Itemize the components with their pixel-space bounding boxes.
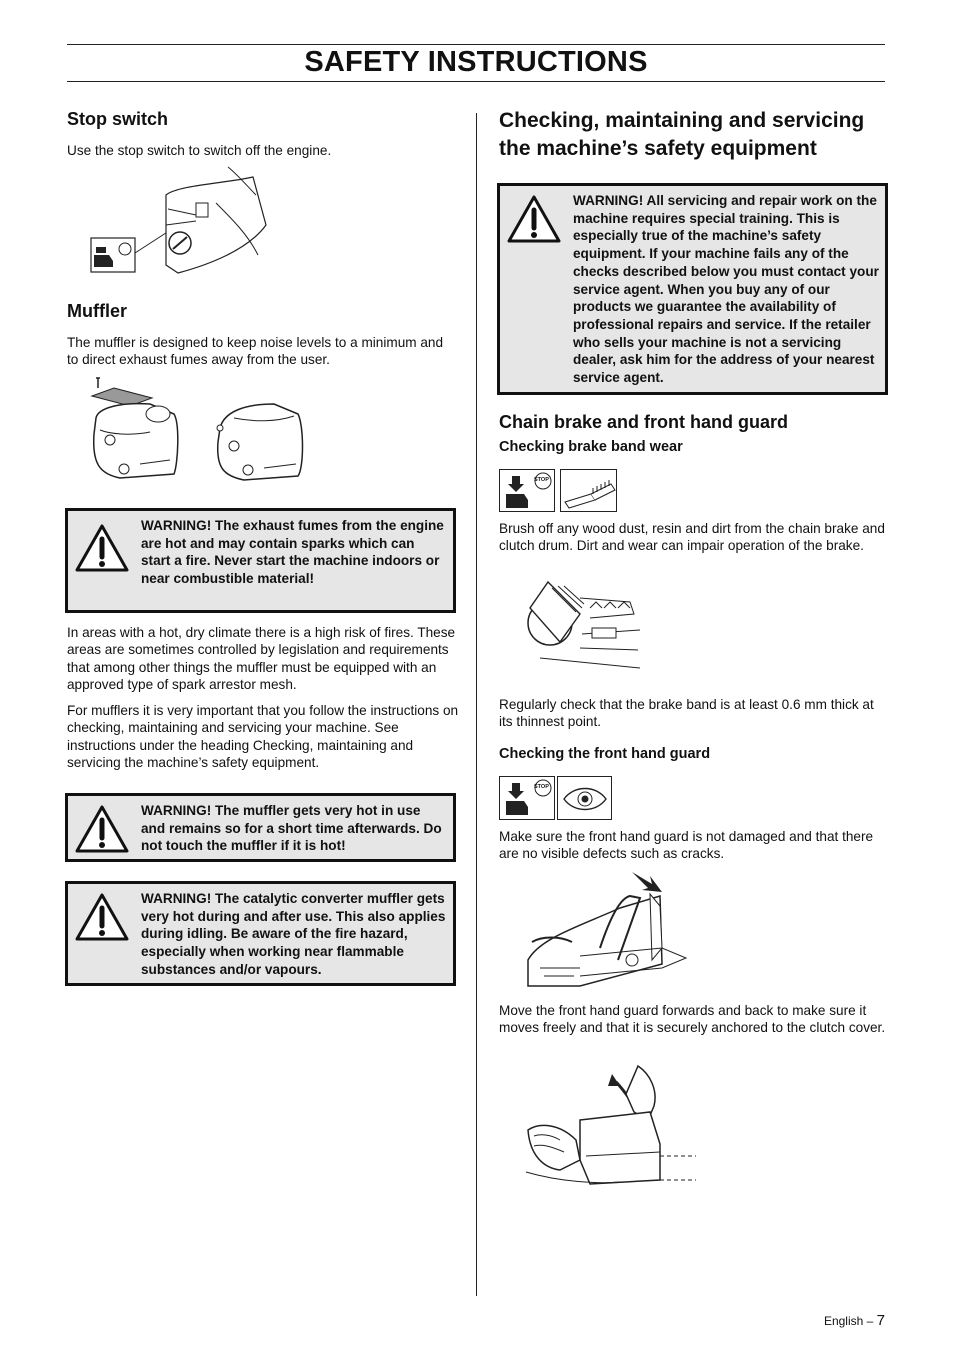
warning-exhaust-text: WARNING! The exhaust fumes from the engine are hot and may contain sparks which can start a fire. Never start the machine indoors or near combustible material!	[141, 518, 444, 587]
warning-servicing-text: WARNING! All servicing and repair work on the machine requires special training. This is especially true of the machine’s safety equipment. If your machine fails any of the checks described below you must contact your service agent. When you buy any of our products we guarantee the availability of professional repairs and service. If the retailer who sells your machine is not a servicing dealer, ask him for the address of your nearest service agent.	[573, 193, 879, 386]
brake-band-thickness-text: Regularly check that the brake band is at least 0.6 mm thick at its thinnest point.	[499, 697, 874, 730]
chain-brake-heading: Chain brake and front hand guard	[499, 412, 789, 432]
brush-symbol	[560, 469, 617, 512]
warning-triangle-icon	[74, 523, 130, 573]
stop-engine-symbol	[499, 469, 555, 512]
muffler-with-arrestor-illustration	[90, 374, 190, 480]
eye-icon	[558, 777, 613, 821]
warning-triangle-icon	[74, 892, 130, 942]
warning-servicing	[497, 183, 888, 395]
warning-muffler-hot-text: WARNING! The muffler gets very hot in use and remains so for a short time afterwards. Do not touch the muffler if it is hot!	[141, 803, 442, 854]
brake-band-illustration	[520, 578, 645, 680]
warning-exhaust-fumes	[65, 508, 456, 613]
warning-triangle-icon	[506, 194, 562, 244]
footer-language: English	[823, 1314, 864, 1328]
muffler-instructions-paragraph: For mufflers it is very important that you follow the instructions on checking, maintaining and servicing your machine. See instructions under the heading Checking, maintaining and servicing the machine’s safety equipment.	[67, 703, 459, 771]
page-title: SAFETY INSTRUCTIONS	[304, 46, 648, 78]
muffler-heading: Muffler	[67, 301, 127, 321]
stop-switch-illustration	[88, 165, 273, 277]
column-divider	[476, 113, 477, 1296]
footer-dash: –	[863, 1314, 877, 1328]
header-top-rule	[67, 44, 885, 45]
hand-guard-illustration	[520, 868, 690, 993]
hand-moving-guard-illustration	[520, 1060, 700, 1190]
muffler-text: The muffler is designed to keep noise levels to a minimum and to direct exhaust fumes away from the user.	[67, 335, 444, 368]
fire-risk-paragraph: In areas with a hot, dry climate there is a high risk of fires. These areas are sometimes controlled by legislation and requirements that among other things the muffler must be equipped with an approved type of spark arrestor mesh.	[67, 625, 456, 693]
safety-equipment-heading: Checking, maintaining and servicing the machine’s safety equipment	[499, 109, 865, 160]
muffler-catalytic-illustration	[214, 398, 309, 483]
stop-engine-symbol-2	[499, 776, 555, 820]
warning-catalytic-text: WARNING! The catalytic converter muffler gets very hot during and after use. This also applies during idling. Be aware of the fire hazard, especially when working near flammable substances and/or vapours.	[141, 891, 446, 977]
stop-label: STOP	[534, 784, 549, 790]
brush-off-text: Brush off any wood dust, resin and dirt from the chain brake and clutch drum. Dirt and wear can impair operation of the brake.	[499, 521, 885, 554]
front-hand-guard-subheading: Checking the front hand guard	[499, 746, 711, 762]
page-footer	[824, 1312, 885, 1329]
brake-band-subheading: Checking brake band wear	[499, 439, 683, 455]
hand-guard-inspection-text: Make sure the front hand guard is not damaged and that there are no visible defects such as cracks.	[499, 829, 874, 862]
stop-switch-heading: Stop switch	[67, 109, 169, 129]
stop-switch-text: Use the stop switch to switch off the engine.	[67, 143, 332, 158]
page-number: 7	[876, 1312, 885, 1329]
header-bottom-rule	[67, 81, 885, 82]
brush-icon	[561, 470, 618, 513]
inspect-symbol	[557, 776, 612, 820]
stop-label: STOP	[534, 477, 549, 483]
warning-catalytic-converter	[65, 881, 456, 986]
warning-muffler-hot	[65, 793, 456, 862]
hand-guard-movement-text: Move the front hand guard forwards and back to make sure it moves freely and that it is securely anchored to the clutch cover.	[499, 1003, 886, 1036]
warning-triangle-icon	[74, 804, 130, 854]
